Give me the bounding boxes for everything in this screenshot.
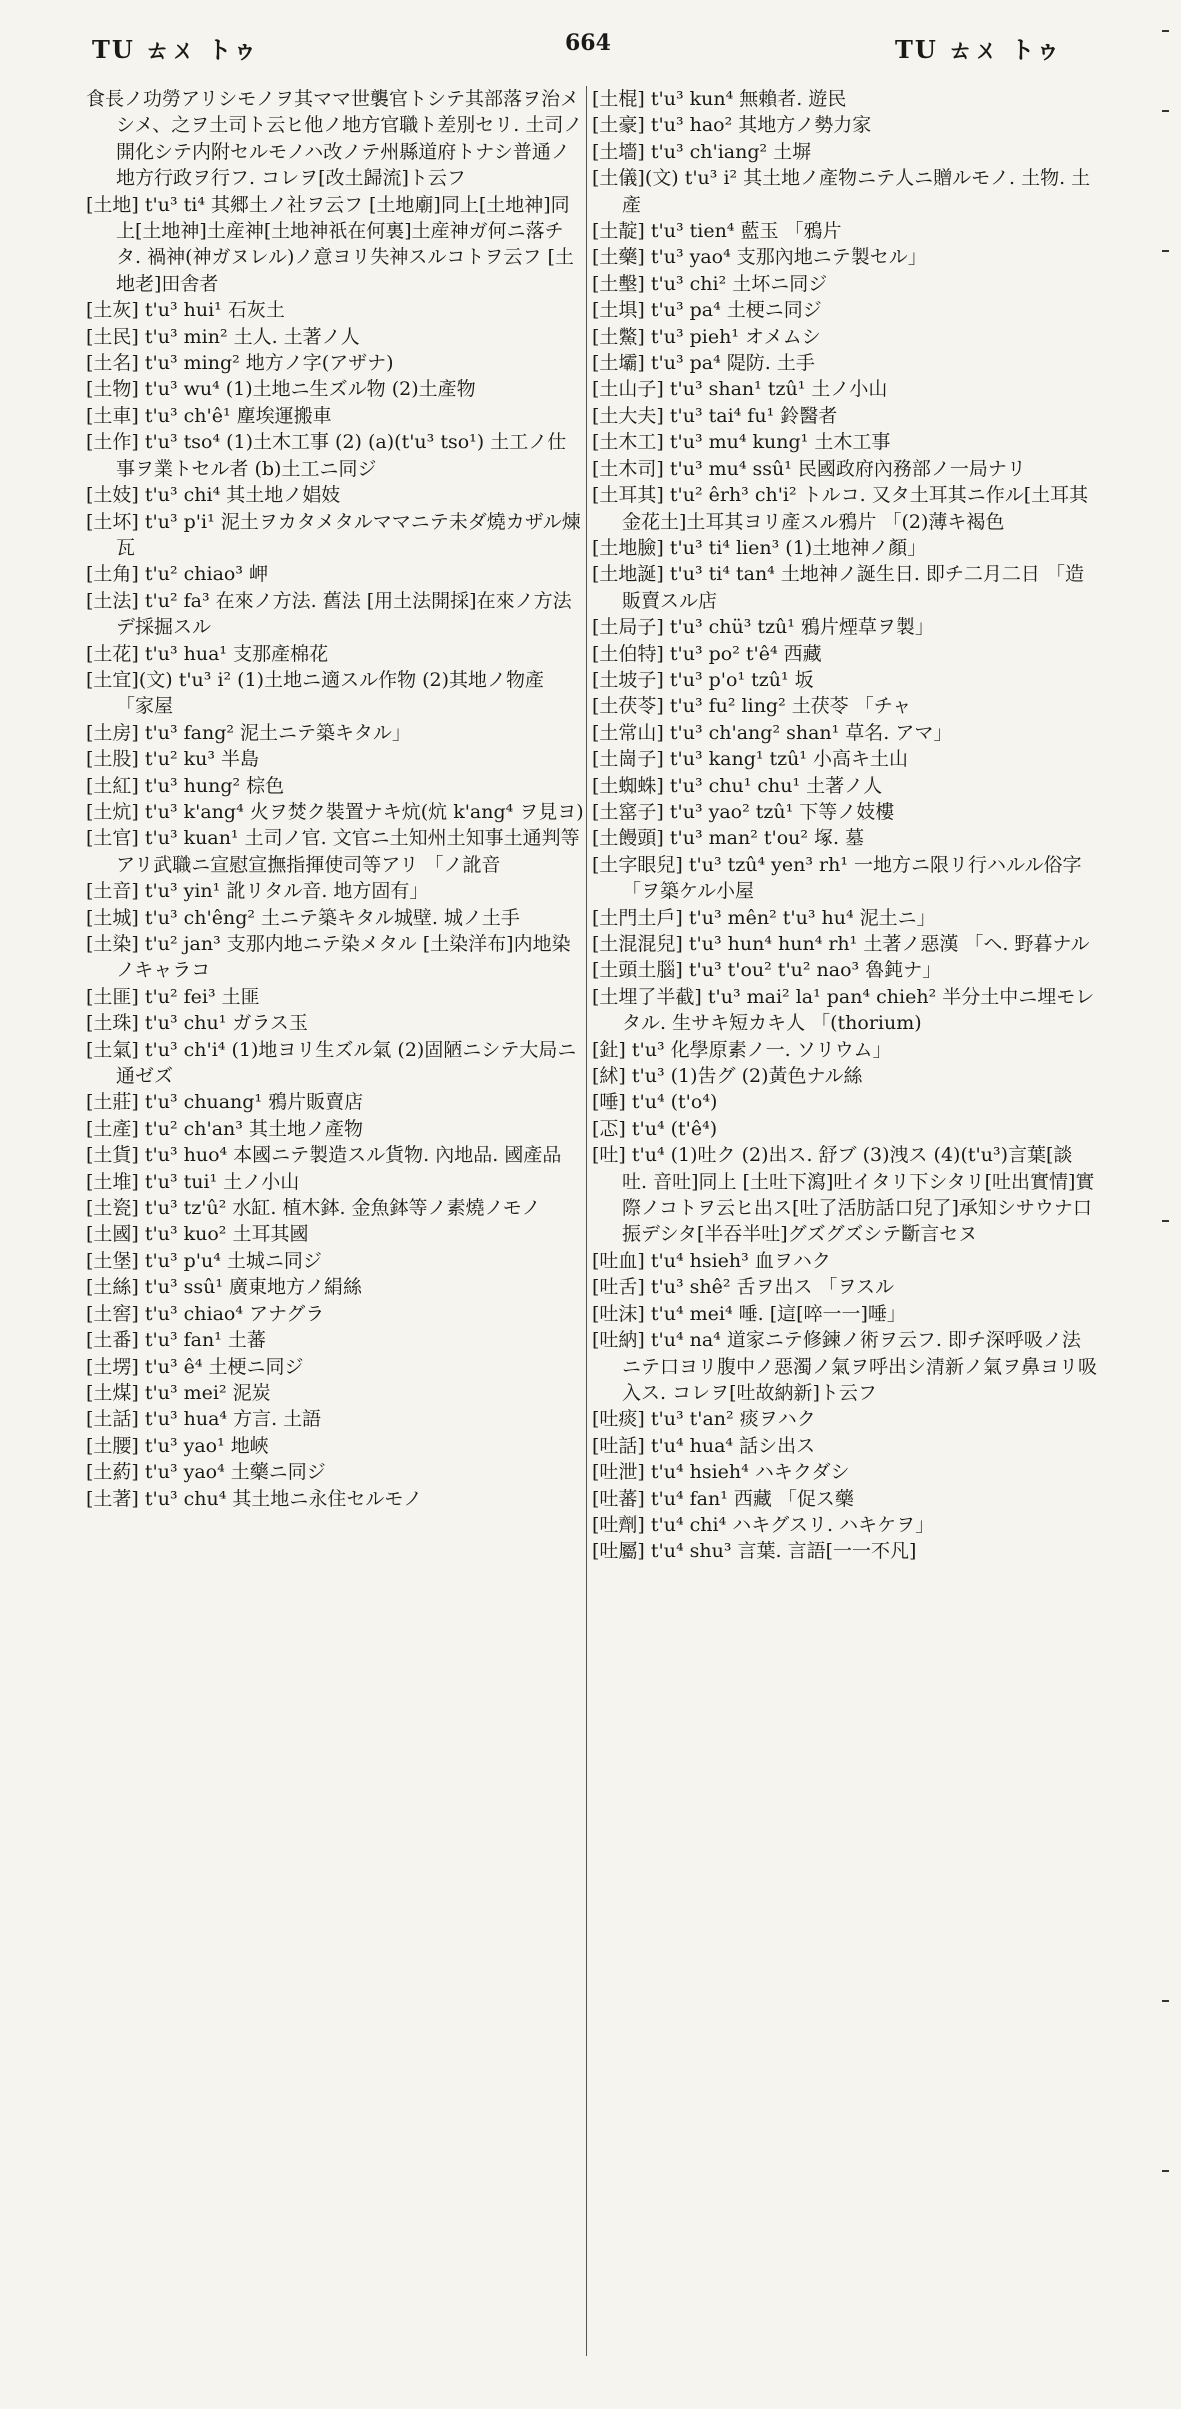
dictionary-entry: [土常山] t'u³ ch'ang² shan¹ 草名. アマ」 [592, 721, 953, 744]
dictionary-entry: [土地誕] t'u³ ti⁴ tan⁴ 土地神ノ誕生日. 即チ二月二日 「造販賣スル店 [592, 563, 1084, 612]
dictionary-entry: [土宜](文) t'u³ i² (1)土地ニ適スル作物 (2)其地ノ物產 「家屋 [86, 668, 545, 718]
dictionary-entry: [土產] t'u² ch'an³ 其土地ノ產物 [86, 1117, 363, 1140]
dictionary-entry: [土墼] t'u³ chi² 土坏ニ同ジ [592, 272, 828, 295]
dictionary-entry: [土名] t'u³ ming² 地方ノ字(アザナ) [86, 352, 394, 375]
dictionary-entry: [土音] t'u³ yin¹ 訛リタル音. 地方固有」 [86, 880, 429, 903]
dictionary-entry: [吐泄] t'u⁴ hsieh⁴ ハキクダシ [592, 1461, 850, 1484]
dictionary-entry: [土莊] t'u³ chuang¹ 鴉片販賣店 [86, 1091, 364, 1114]
dictionary-entry: [土壩] t'u³ pa⁴ 隄防. 土手 [592, 352, 815, 375]
dictionary-entry: [土藥] t'u³ yao⁴ 支那內地ニテ製セル」 [592, 246, 927, 269]
edge-mark [1162, 250, 1169, 252]
dictionary-entry: [土堆] t'u³ tui¹ 土ノ小山 [86, 1170, 300, 1193]
dictionary-entry: [土埧] t'u³ pa⁴ 土梗ニ同ジ [592, 299, 822, 322]
dictionary-entry: [土民] t'u³ min² 土人. 土著ノ人 [86, 325, 360, 348]
dictionary-entry: [土股] t'u² ku³ 半島 [86, 748, 260, 771]
dictionary-entry: [土饅頭] t'u³ man² t'ou² 塚. 墓 [592, 827, 865, 850]
dictionary-entry: [吐屬] t'u⁴ shu³ 言葉. 言語[一一不凡] [592, 1540, 917, 1563]
edge-mark [1162, 110, 1169, 112]
dictionary-entry: [土角] t'u² chiao³ 岬 [86, 563, 268, 586]
left-column [86, 86, 584, 1512]
right-column [592, 86, 1097, 1565]
dictionary-entry: 食長ノ功勞アリシモノヲ其ママ世襲官トシテ其部落ヲ治メシメ、之ヲ土司ト云ヒ他ノ地方官職ト差別セリ. 土司ノ開化シテ内附セルモノハ改ノテ州縣道府トナシ普通ノ地方行政ヲ行フ. コレヲ[改土歸流]ト云フ [86, 88, 583, 190]
dictionary-entry: [土妓] t'u³ chi⁴ 其土地ノ娼妓 [86, 484, 341, 507]
dictionary-entry: [土國] t'u³ kuo² 土耳其國 [86, 1223, 309, 1246]
dictionary-entry: [土車] t'u³ ch'ê¹ 塵埃運搬車 [86, 404, 332, 427]
edge-mark [1162, 30, 1169, 32]
dictionary-entry: [吐蕃] t'u⁴ fan¹ 西藏 「促ス藥 [592, 1487, 854, 1510]
dictionary-entry: [土腰] t'u³ yao¹ 地峽 [86, 1434, 269, 1457]
dictionary-entry: [吐話] t'u⁴ hua⁴ 話シ出ス [592, 1434, 816, 1457]
dictionary-entry: [土字眼兒] t'u³ tzû⁴ yen³ rh¹ 一地方ニ限リ行ハルル俗字 「ヲ築ケル小屋 [592, 853, 1082, 903]
dictionary-entry: [土豪] t'u³ hao² 其地方ノ勢力家 [592, 114, 872, 137]
dictionary-entry: [吐劑] t'u⁴ chi⁴ ハキグスリ. ハキケヲ」 [592, 1513, 935, 1536]
dictionary-entry: [土地] t'u³ ti⁴ 其郷土ノ社ヲ云フ [土地廟]同上[土地神]同上[土地神]土産神[土地神祇在何裏]土産神ガ何ニ落チタ. 禍神(神ガヌレル)ノ意ヨリ失神スルコトヲ云フ [土地老]田舎者 [86, 193, 574, 295]
dictionary-entry: [土門土戶] t'u³ mên² t'u³ hu⁴ 泥土ニ」 [592, 906, 936, 929]
dictionary-entry: [土番] t'u³ fan¹ 土蕃 [86, 1329, 266, 1352]
dictionary-entry: [土作] t'u³ tso⁴ (1)土木工事 (2) (a)(t'u³ tso¹) 土工ノ仕事ヲ業トセル者 (b)土工ニ同ジ [86, 431, 567, 480]
running-head-right: TU ㄊㄨ トゥ [895, 35, 1062, 64]
dictionary-entry: [土葯] t'u³ yao⁴ 土藥ニ同ジ [86, 1461, 326, 1484]
column-divider [586, 86, 587, 2356]
edge-mark [1162, 2000, 1169, 2002]
dictionary-entry: [土話] t'u³ hua⁴ 方言. 土語 [86, 1408, 322, 1431]
dictionary-entry: [土儀](文) t'u³ i² 其土地ノ產物ニテ人ニ贈ルモノ. 土物. 土產 [592, 167, 1091, 216]
dictionary-entry: [土紅] t'u³ hung² 棕色 [86, 774, 285, 797]
dictionary-entry: [土物] t'u³ wu⁴ (1)土地ニ生ズル物 (2)土產物 [86, 378, 476, 401]
dictionary-entry: [土窰子] t'u³ yao² tzû¹ 下等ノ妓樓 [592, 800, 895, 823]
dictionary-entry: [土墻] t'u³ ch'iang² 土塀 [592, 140, 812, 163]
dictionary-entry: [忑] t'u⁴ (t'ê⁴) [592, 1117, 718, 1140]
edge-mark [1162, 2170, 1169, 2172]
dictionary-entry: [吐] t'u⁴ (1)吐ク (2)出ス. 舒ブ (3)洩ス (4)(t'u³)言葉[談吐. 音吐]同上 [土吐下瀉]吐イタリ下シタリ[吐出實情]實際ノコトヲ云ヒ出ス[吐了活肪話口兒了]承知シサウナ口振デシタ[半吞半吐]グズグズシテ斷言セヌ [592, 1144, 1095, 1246]
dictionary-entry: [土花] t'u³ hua¹ 支那產棉花 [86, 642, 329, 665]
dictionary-entry: [土木司] t'u³ mu⁴ ssû¹ 民國政府內務部ノ一局ナリ [592, 457, 1026, 480]
dictionary-entry: [土蜘蛛] t'u³ chu¹ chu¹ 土著ノ人 [592, 774, 883, 797]
dictionary-entry: [土官] t'u³ kuan¹ 土司ノ官. 文官ニ土知州土知事土通判等アリ武職ニ宣慰宣撫指揮使司等アリ 「ノ訛音 [86, 827, 580, 876]
edge-mark [1162, 1220, 1169, 1222]
dictionary-entry: [土局子] t'u³ chü³ tzû¹ 鴉片煙草ヲ製」 [592, 616, 934, 639]
dictionary-entry: [土木工] t'u³ mu⁴ kung¹ 土木工事 [592, 431, 891, 454]
dictionary-entry: [土炕] t'u³ k'ang⁴ 火ヲ焚ク裝置ナキ炕(炕 k'ang⁴ ヲ見ヨ) [86, 800, 584, 823]
dictionary-entry: [土棍] t'u³ kun⁴ 無賴者. 遊民 [592, 88, 847, 110]
dictionary-entry: [土城] t'u³ ch'êng² 土ニテ築キタル城壁. 城ノ土手 [86, 906, 520, 929]
dictionary-entry: [土法] t'u² fa³ 在來ノ方法. 舊法 [用土法開採]在來ノ方法デ採掘スル [86, 589, 572, 639]
dictionary-entry: [釷] t'u³ 化學原素ノ一. ソリウム」 [592, 1038, 892, 1061]
dictionary-entry: [土頭土腦] t'u³ t'ou² t'u² nao³ 魯鈍ナ」 [592, 959, 942, 982]
dictionary-entry: [土耳其] t'u² êrh³ ch'i² トルコ. 又タ土耳其ニ作ル[土耳其金花土]土耳其ヨリ產スル鴉片 「(2)薄キ褐色 [592, 484, 1089, 533]
dictionary-entry: [土瓷] t'u³ tz'û² 水缸. 植木鉢. 金魚鉢等ノ素燒ノモノ [86, 1197, 541, 1220]
dictionary-entry: [吐納] t'u⁴ na⁴ 道家ニテ修鍊ノ術ヲ云フ. 即チ深呼吸ノ法ニテ口ヨリ腹中ノ惡濁ノ氣ヲ呼出シ清新ノ氣ヲ鼻ヨリ吸入ス. コレヲ[吐故納新]ト云フ [592, 1329, 1097, 1404]
dictionary-entry: [土伯特] t'u³ po² t'ê⁴ 西藏 [592, 642, 822, 665]
dictionary-entry: [土坏] t'u³ p'i¹ 泥土ヲカタメタルママニテ未ダ燒カザル煉瓦 [86, 510, 581, 559]
dictionary-entry: [吐血] t'u⁴ hsieh³ 血ヲハク [592, 1249, 831, 1272]
dictionary-entry: [土染] t'u² jan³ 支那内地ニテ染メタル [土染洋布]内地染ノキャラコ [86, 933, 571, 982]
dictionary-entry: [土珠] t'u³ chu¹ ガラス玉 [86, 1012, 308, 1035]
dictionary-entry: [土埋了半截] t'u³ mai² la¹ pan⁴ chieh² 半分土中ニ埋モレタル. 生サキ短カキ人 「(thorium) [592, 985, 1095, 1035]
dictionary-entry: [絉] t'u³ (1)吿グ (2)黃色ナル絲 [592, 1065, 863, 1088]
dictionary-entry: [土坡子] t'u³ p'o¹ tzû¹ 坂 [592, 668, 814, 691]
dictionary-entry: [土灰] t'u³ hui¹ 石灰土 [86, 299, 285, 322]
dictionary-entry: [土匪] t'u² fei³ 土匪 [86, 985, 260, 1008]
dictionary-entry: [吐痰] t'u³ t'an² 痰ヲハク [592, 1408, 816, 1431]
dictionary-entry: [土氣] t'u³ ch'i⁴ (1)地ヨリ生ズル氣 (2)固陋ニシテ大局ニ通ゼズ [86, 1038, 577, 1088]
dictionary-entry: [土煤] t'u³ mei² 泥炭 [86, 1381, 271, 1404]
dictionary-entry: [土貨] t'u³ huo⁴ 本國ニテ製造スル貨物. 內地品. 國產品 [86, 1144, 562, 1167]
dictionary-entry: [唾] t'u⁴ (t'o⁴) [592, 1091, 718, 1114]
dictionary-entry: [土窖] t'u³ chiao⁴ アナグラ [86, 1302, 325, 1325]
dictionary-entry: [土堡] t'u³ p'u⁴ 土城ニ同ジ [86, 1249, 322, 1272]
dictionary-entry: [土塄] t'u³ ê⁴ 土梗ニ同ジ [86, 1355, 304, 1378]
dictionary-entry: [土大夫] t'u³ tai⁴ fu¹ 鈴醫者 [592, 404, 838, 427]
dictionary-entry: [土山子] t'u³ shan¹ tzû¹ 土ノ小山 [592, 378, 888, 401]
page-header [0, 22, 1181, 70]
dictionary-entry: [土房] t'u³ fang² 泥土ニテ築キタル」 [86, 721, 411, 744]
dictionary-entry: [土著] t'u³ chu⁴ 其土地ニ永住セルモノ [86, 1487, 423, 1510]
dictionary-entry: [土絲] t'u³ ssû¹ 廣東地方ノ絹絲 [86, 1276, 363, 1299]
running-head-left: TU ㄊㄨ トゥ [92, 35, 259, 64]
dictionary-entry: [土鱉] t'u³ pieh¹ オメムシ [592, 325, 821, 348]
dictionary-entry: [吐舌] t'u³ shê² 舌ヲ出ス 「ヲスル [592, 1276, 894, 1299]
dictionary-entry: [土地臉] t'u³ ti⁴ lien³ (1)土地神ノ顏」 [592, 536, 927, 559]
dictionary-entry: [土茯苓] t'u³ fu² ling² 土茯苓 「チャ [592, 695, 912, 718]
dictionary-entry: [土混混兒] t'u³ hun⁴ hun⁴ rh¹ 土著ノ惡漢 「ヘ. 野暮ナル [592, 933, 1090, 955]
dictionary-entry: [土靛] t'u³ tien⁴ 藍玉 「鴉片 [592, 220, 842, 243]
dictionary-entry: [土崗子] t'u³ kang¹ tzû¹ 小高キ土山 [592, 748, 909, 771]
page-number: 664 [565, 30, 611, 56]
dictionary-entry: [吐沫] t'u⁴ mei⁴ 唾. [這[啐一一]唾」 [592, 1302, 906, 1325]
